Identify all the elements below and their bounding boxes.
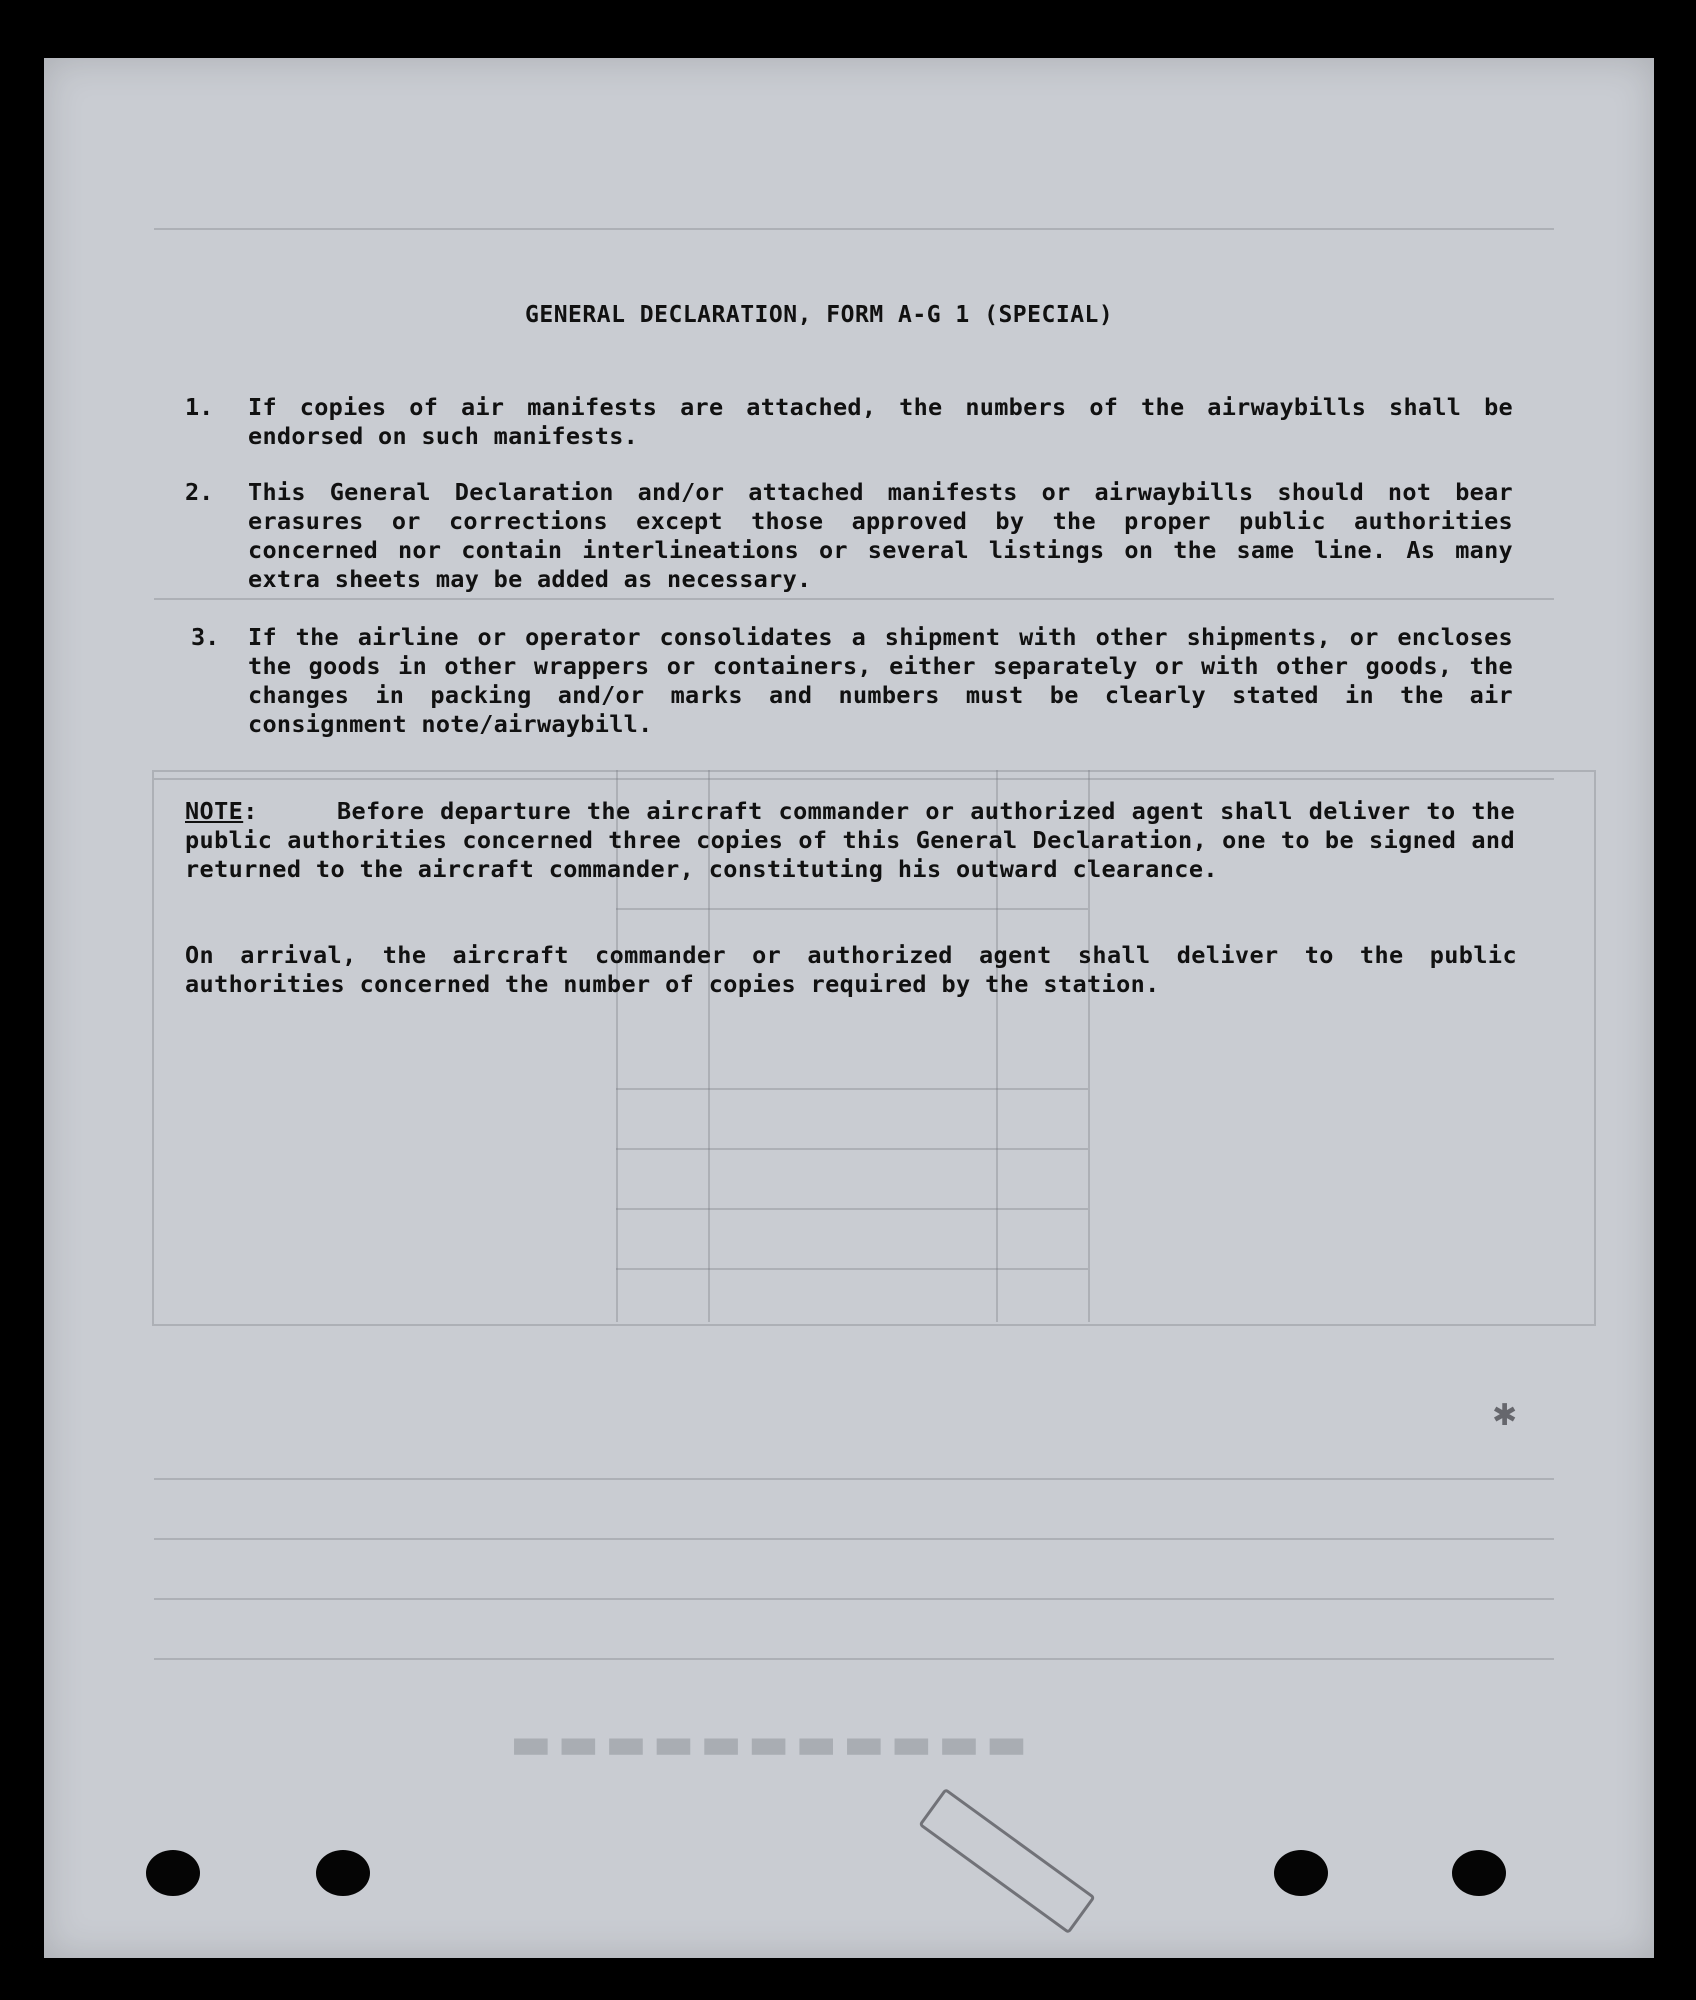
punch-hole [146,1850,200,1896]
page-number-mark: ✱ [1492,1398,1518,1433]
bleed-through-line [154,228,1554,230]
item-number: 3. [191,623,220,651]
document-title: GENERAL DECLARATION, FORM A-G 1 (SPECIAL) [525,302,1114,328]
note-text: Before departure the aircraft commander or authorized agent shall deliver to the public authorities concerned three copies of this General Declaration, one to be signed and returned to the aircraft commander, constituting his outward clearance. [185,797,1515,883]
note-label-suffix: : [243,797,258,825]
item-number: 1. [185,393,214,421]
item-text: If copies of air manifests are attached, the numbers of the airwaybills shall be endorsed on such manifests. [248,393,1513,450]
bleed-through-line [154,598,1554,600]
punch-hole [1274,1850,1328,1896]
bleed-through-line [616,1148,1088,1150]
stamp-mark [918,1788,1096,1935]
punch-hole [1452,1850,1506,1896]
bleed-through-line [616,1268,1088,1270]
note-label: NOTE [185,797,244,825]
item-text: This General Declaration and/or attached manifests or airwaybills should not bear erasures or corrections except those approved by the proper public authorities concerned nor contain interlineations or several listings on the same line. As many extra sheets may be added as necessary. [248,478,1513,593]
bleed-through-line [154,1538,1554,1540]
bleed-through-heading: ▬▬▬▬▬▬▬▬▬▬▬ [504,1718,1028,1769]
item-number: 2. [185,478,214,506]
paper-sheet [44,58,1654,1958]
item-text: If the airline or operator consolidates a shipment with other shipments, or encloses the goods in other wrappers or containers, either separately or with other goods, the changes in packing and/or marks and numbers must be clearly stated in the air consignment note/airwaybill. [248,623,1513,738]
bleed-through-line [154,1658,1554,1660]
bleed-through-line [616,1208,1088,1210]
bleed-through-line [154,1598,1554,1600]
bleed-through-line [154,1478,1554,1480]
bleed-through-line [616,1088,1088,1090]
arrival-paragraph: On arrival, the aircraft commander or authorized agent shall deliver to the public authorities concerned the number of copies required by the station. [185,941,1517,998]
note-paragraph [185,797,1515,884]
bleed-through-line [616,908,1088,910]
punch-hole [316,1850,370,1896]
